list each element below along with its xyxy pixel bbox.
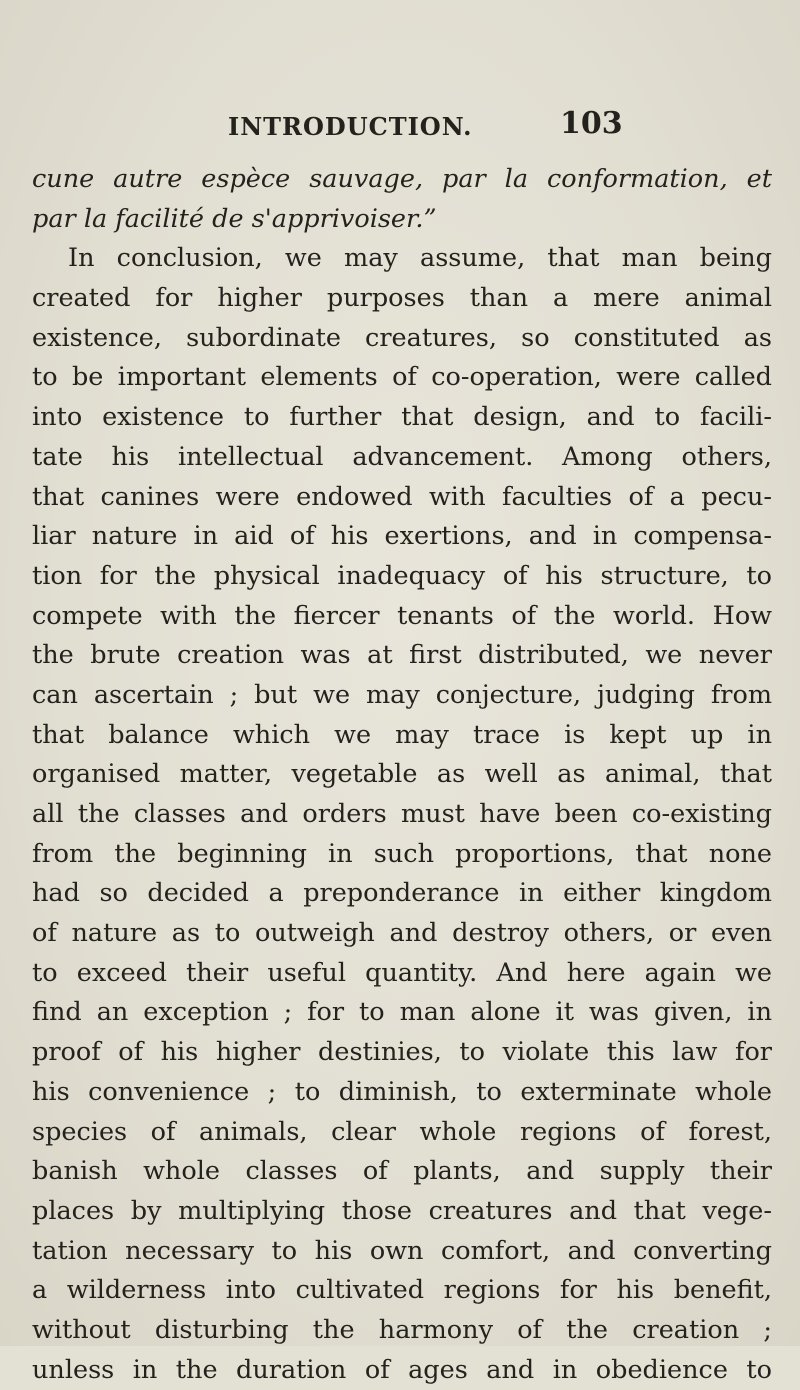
text-line: find an exception ; for to man alone it was given, in (32, 997, 772, 1028)
page-number: 103 (560, 106, 623, 141)
text-line: to be important elements of co-operation, were called (32, 362, 772, 393)
text-line: a wilderness into cultivated regions for his benefit, (32, 1275, 772, 1306)
text-line: places by multiplying those creatures and that vege- (32, 1195, 772, 1226)
body-text (32, 160, 772, 1390)
text-line: tion for the physical inadequacy of his structure, to (32, 560, 772, 591)
text-line: that canines were endowed with faculties of a pecu- (32, 481, 772, 512)
text-line: can ascertain ; but we may conjecture, judging from (32, 679, 772, 710)
text-line-last: unless in the duration of ages and in obedience to (32, 1354, 772, 1385)
text-line-paragraph-start: In conclusion, we may assume, that man being (68, 243, 772, 274)
text-line: tation necessary to his own comfort, and converting (32, 1235, 772, 1266)
text-line: into existence to further that design, and to facili- (32, 402, 772, 433)
text-line: species of animals, clear whole regions of forest, (32, 1116, 772, 1147)
text-line: had so decided a preponderance in either kingdom (32, 878, 772, 909)
text-line: of nature as to outweigh and destroy others, or even (32, 918, 772, 949)
text-line: his convenience ; to diminish, to exterminate whole (32, 1076, 772, 1107)
text-line: to exceed their useful quantity. And here again we (32, 957, 772, 988)
text-line: liar nature in aid of his exertions, and in compensa- (32, 521, 772, 552)
text-line: banish whole classes of plants, and supply their (32, 1156, 772, 1187)
running-head-title: INTRODUCTION. (228, 112, 473, 141)
text-line: existence, subordinate creatures, so constituted as (32, 322, 772, 353)
text-line: compete with the fiercer tenants of the world. How (32, 600, 772, 631)
text-line: without disturbing the harmony of the creation ; (32, 1314, 772, 1345)
text-line: tate his intellectual advancement. Among others, (32, 441, 772, 472)
text-line: the brute creation was at first distributed, we never (32, 640, 772, 671)
text-line: organised matter, vegetable as well as animal, that (32, 759, 772, 790)
text-line: all the classes and orders must have been co-existing (32, 799, 772, 829)
text-line: that balance which we may trace is kept up in (32, 719, 772, 750)
text-line: created for higher purposes than a mere animal (32, 283, 772, 314)
text-line-quote-french-end: par la facilité de s'apprivoiser.” (32, 203, 437, 234)
text-line: proof of his higher destinies, to violate this law for (32, 1037, 772, 1068)
running-head (0, 106, 800, 146)
text-line-quote-french: cune autre espèce sauvage, par la conformation, et (32, 164, 772, 194)
text-line: from the beginning in such proportions, that none (32, 838, 772, 869)
